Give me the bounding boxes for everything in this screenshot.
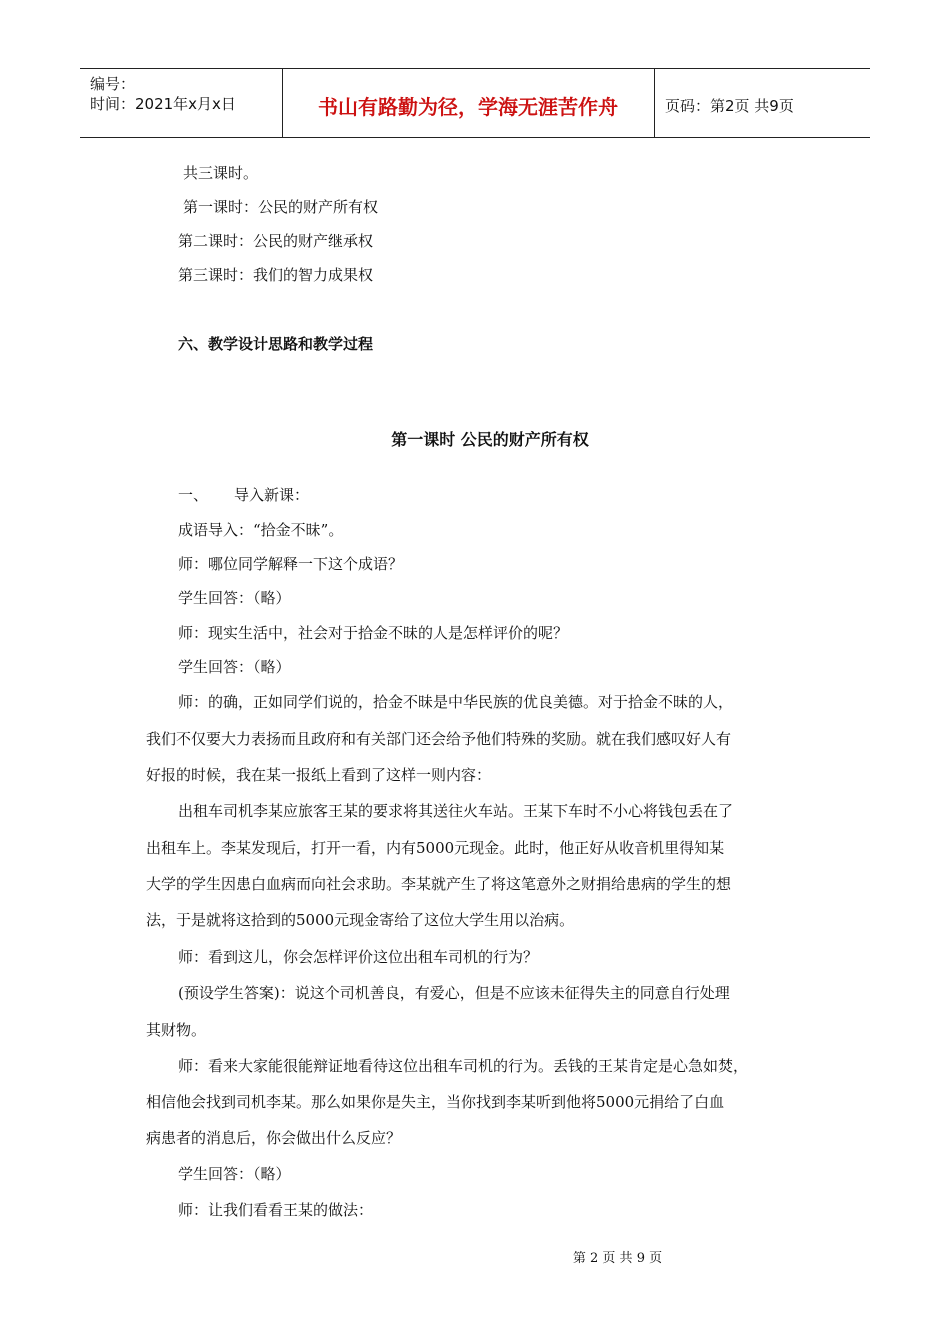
intro-label: 导入新课： (234, 486, 310, 504)
lesson-item-2: 第二课时：公民的财产继承权 (178, 232, 374, 250)
header-center-cell (282, 69, 655, 137)
page-footer: 第 2 页 共 9 页 (572, 1251, 663, 1266)
body-line: 相信他会找到司机李某。那么如果你是失主，当你找到李某听到他将5000元捐给了白血 (146, 1093, 725, 1111)
lesson-item-3: 第三课时：我们的智力成果权 (178, 266, 374, 284)
body-line: 师：让我们看看王某的做法： (178, 1201, 374, 1219)
body-line: 师：现实生活中，社会对于拾金不昧的人是怎样评价的呢？ (178, 624, 569, 642)
lesson-item-1: 第一课时：公民的财产所有权 (183, 198, 379, 216)
number-label: 编号： (90, 75, 136, 93)
section-heading: 六、教学设计思路和教学过程 (178, 335, 374, 353)
body-line: 好报的时候，我在某一报纸上看到了这样一则内容： (146, 766, 492, 784)
header-right-cell (655, 69, 870, 137)
body-line: 出租车上。李某发现后，打开一看，内有5000元现金。此时，他正好从收音机里得知某 (146, 839, 725, 857)
body-line: 师：的确，正如同学们说的，拾金不昧是中华民族的优良美德。对于拾金不昧的人， (178, 693, 734, 711)
body-line: 成语导入：“拾金不昧”。 (178, 521, 344, 539)
header-left-cell (80, 69, 283, 137)
body-line: 法，于是就将这拾到的5000元现金寄给了这位大学生用以治病。 (146, 911, 575, 929)
date-label: 时间：2021年x月x日 (90, 95, 236, 113)
lessons-intro: 共三课时。 (183, 164, 259, 182)
body-line: 出租车司机李某应旅客王某的要求将其送往火车站。王某下车时不小心将钱包丢在了 (178, 802, 734, 820)
body-line: 其财物。 (146, 1021, 207, 1039)
body-line: 大学的学生因患白血病而向社会求助。李某就产生了将这笔意外之财捐给患病的学生的想 (146, 875, 732, 893)
motto: 书山有路勤为径，学海无涯苦作舟 (318, 95, 618, 119)
body-line: 师：看到这儿，你会怎样评价这位出租车司机的行为？ (178, 948, 539, 966)
body-line: 学生回答：（略） (178, 658, 291, 676)
page-info: 页码：第2页 共9页 (665, 97, 794, 115)
body-line: (预设学生答案)：说这个司机善良，有爱心，但是不应该未征得失主的同意自行处理 (178, 984, 730, 1002)
body-line: 学生回答：（略） (178, 589, 291, 607)
lesson-title: 第一课时 公民的财产所有权 (391, 430, 589, 449)
body-line: 师：看来大家能很能辩证地看待这位出租车司机的行为。丢钱的王某肯定是心急如焚， (178, 1057, 749, 1075)
body-line: 师：哪位同学解释一下这个成语？ (178, 555, 404, 573)
header-table (80, 68, 870, 138)
body-line: 病患者的消息后，你会做出什么反应？ (146, 1129, 402, 1147)
body-line: 我们不仅要大力表扬而且政府和有关部门还会给予他们特殊的奖励。就在我们感叹好人有 (146, 730, 732, 748)
intro-number: 一、 (178, 486, 209, 504)
body-line: 学生回答：（略） (178, 1165, 291, 1183)
